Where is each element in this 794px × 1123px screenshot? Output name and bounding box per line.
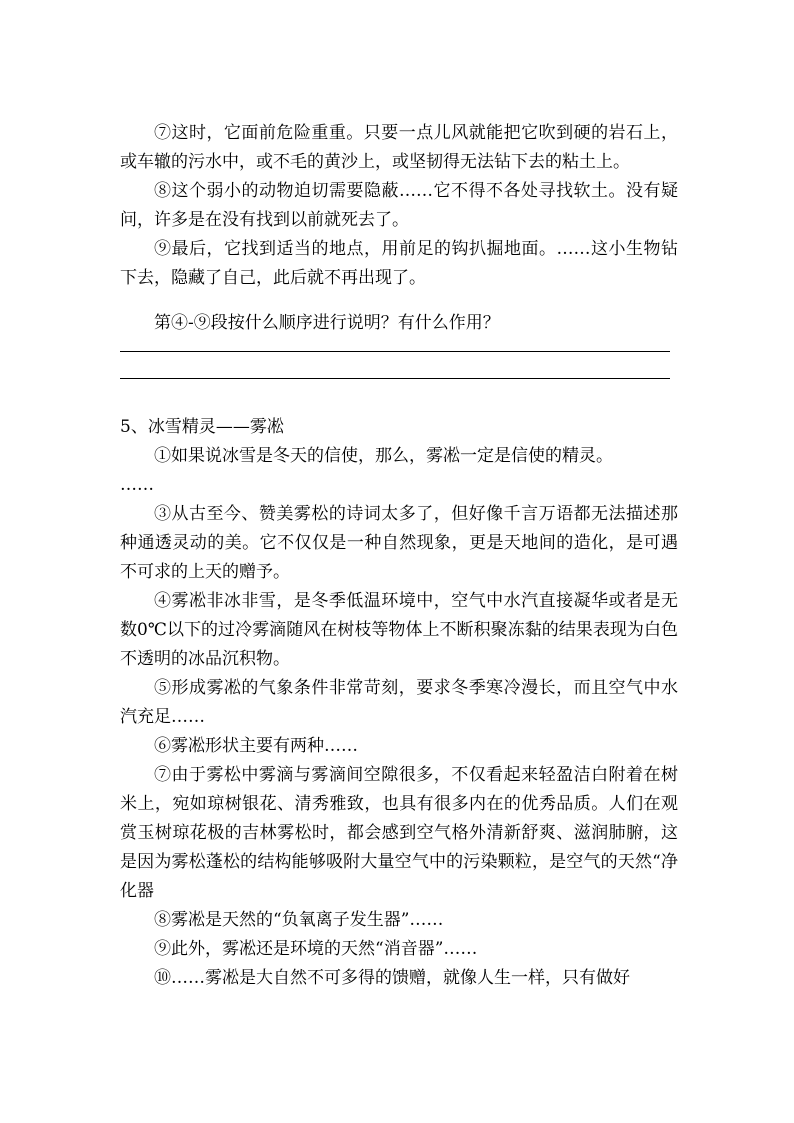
section-title: 5、冰雪精灵——雾凇 xyxy=(120,417,284,437)
wusong-paragraph-6: ⑥雾凇形状主要有两种…… xyxy=(154,736,358,756)
paragraph-9: ⑨最后，它找到适当的地点，用前足的钩扒掘地面。……这小生物钻下去，隐藏了自己，此后就不再出现了。 xyxy=(120,239,678,288)
wusong-paragraph-5: ⑤形成雾凇的气象条件非常苛刻，要求冬季寒冷漫长，而且空气中水汽充足…… xyxy=(120,678,678,727)
wusong-paragraph-3: ③从古至今、赞美雾松的诗词太多了，但好像千言万语都无法描述那种通透灵动的美。它不仅仅是一种自然现象，更是天地间的造化，是可遇不可求的上天的赠予。 xyxy=(120,504,678,582)
document-page xyxy=(120,119,678,993)
wusong-paragraph-10: ⑩……雾凇是大自然不可多得的馈赠，就像人生一样，只有做好 xyxy=(154,968,630,988)
wusong-paragraph-4: ④雾凇非冰非雪，是冬季低温环境中，空气中水汽直接凝华或者是无数0℃以下的过冷雾滴随风在树枝等物体上不断积聚冻黏的结果表现为白色不透明的冰品沉积物。 xyxy=(120,591,678,669)
wusong-paragraph-8: ⑧雾凇是天然的“负氧离子发生器”…… xyxy=(154,910,444,930)
answer-line-1 xyxy=(120,351,670,352)
paragraph-8: ⑧这个弱小的动物迫切需要隐蔽……它不得不各处寻找软土。没有疑问，许多是在没有找到以前就死去了。 xyxy=(120,181,678,230)
question-text: 第④-⑨段按什么顺序进行说明？有什么作用？ xyxy=(154,313,500,333)
wusong-paragraph-9: ⑨此外，雾凇还是环境的天然“消音器”…… xyxy=(154,939,478,959)
wusong-paragraph-1: ①如果说冰雪是冬天的信使，那么，雾凇一定是信使的精灵。 xyxy=(154,446,613,466)
wusong-ellipsis: …… xyxy=(120,475,154,495)
wusong-paragraph-7: ⑦由于雾松中雾滴与雾滴间空隙很多，不仅看起来轻盈洁白附着在树米上，宛如琼树银花、清秀雅致，也具有很多内在的优秀品质。人们在观赏玉树琼花极的吉林雾松时，都会感到空气格外清新舒爽、滋润肺腑，这是因为雾松蓬松的结构能够吸附大量空气中的污染颗粒，是空气的天然“净化器 xyxy=(120,765,678,901)
paragraph-7: ⑦这时，它面前危险重重。只要一点儿风就能把它吹到硬的岩石上，或车辙的污水中，或不毛的黄沙上，或坚韧得无法钻下去的粘土上。 xyxy=(120,123,678,172)
answer-line-2 xyxy=(120,378,670,379)
